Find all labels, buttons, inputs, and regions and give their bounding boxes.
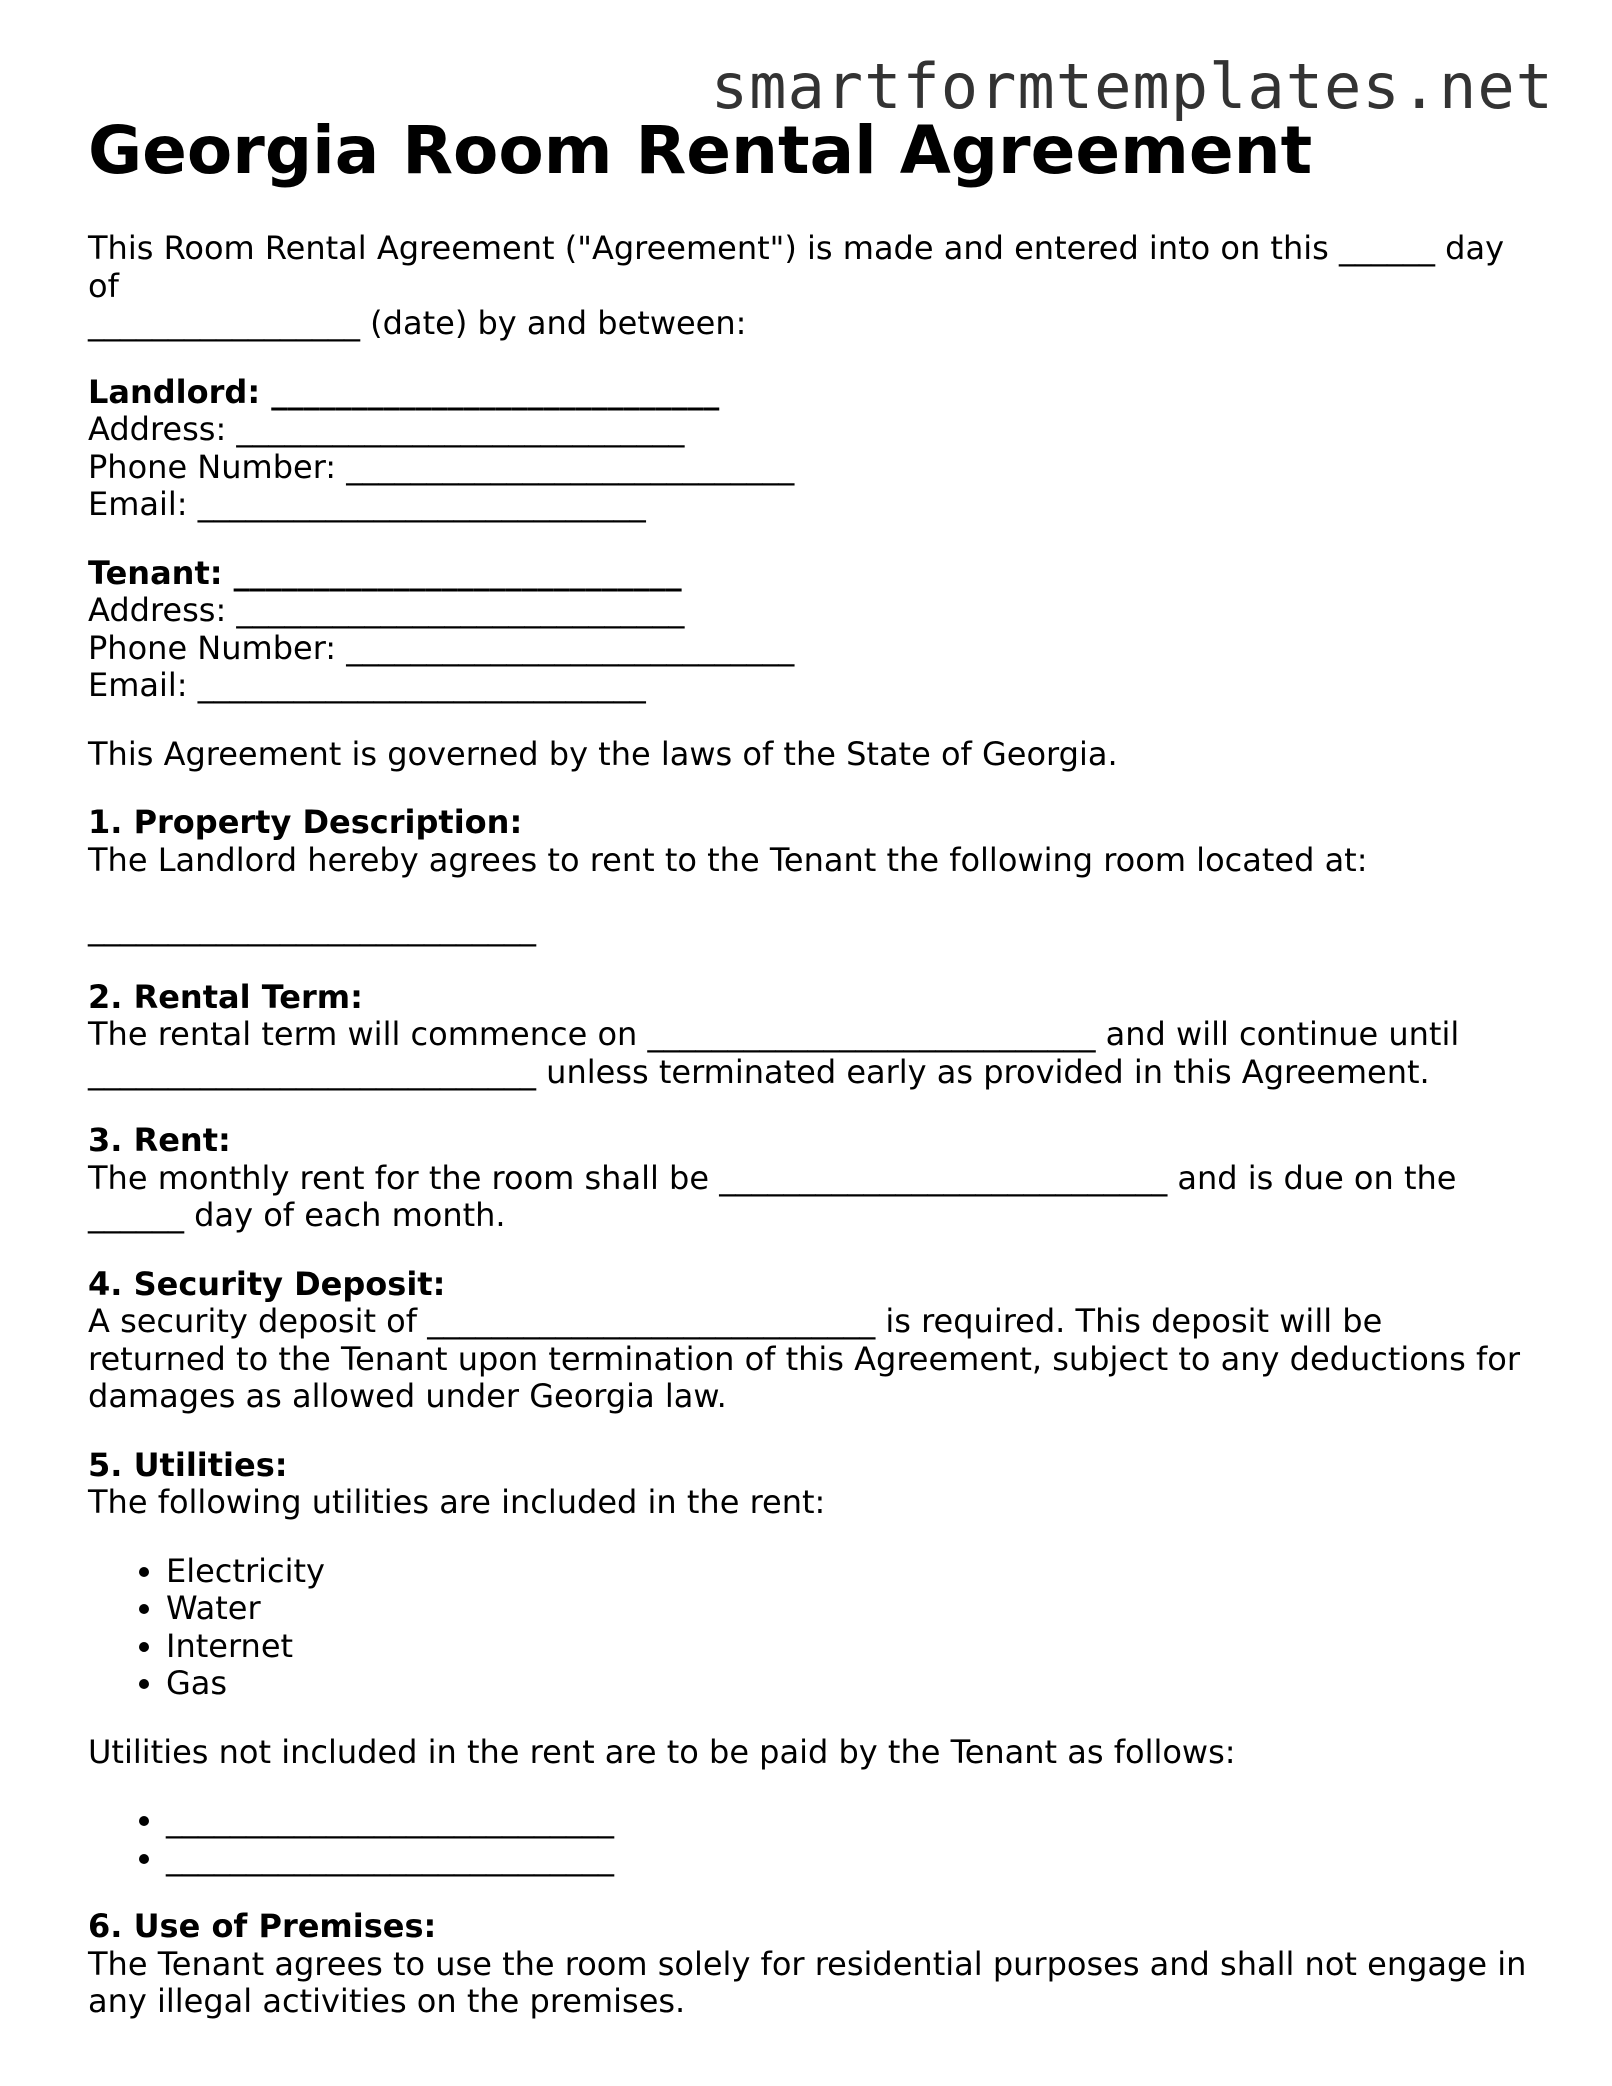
section-heading: 5. Utilities: xyxy=(88,1445,288,1484)
section-heading: 1. Property Description: xyxy=(88,803,523,841)
list-item: • Internet xyxy=(166,1628,1528,1666)
section-text: The Tenant agrees to use the room solely for residential purposes and shall not engage in xyxy=(88,1944,1527,1983)
list-item: • ____________________________ xyxy=(166,1802,1528,1840)
tenant-name-field: Tenant: ____________________________ xyxy=(88,553,682,592)
tenant-email-field: Email: ____________________________ xyxy=(88,666,646,704)
tenant-address-field: Address: ____________________________ xyxy=(88,591,685,629)
document-body xyxy=(88,230,1528,2052)
list-item: • Electricity xyxy=(166,1553,1528,1591)
tenant-block xyxy=(88,555,1528,705)
section-text: The following utilities are included in the rent: xyxy=(88,1483,826,1521)
section-text: A security deposit of ____________________________ is required. This deposit will be xyxy=(88,1302,1383,1340)
property-address-blank: ____________________________ xyxy=(88,909,536,947)
not-included-utilities-list xyxy=(88,1802,1528,1877)
section-text: returned to the Tenant upon termination of this Agreement, subject to any deductions for xyxy=(88,1339,1520,1378)
landlord-name-field: Landlord: ____________________________ xyxy=(88,372,720,411)
section-text: The Landlord hereby agrees to rent to the Tenant the following room located at: xyxy=(88,840,1368,879)
landlord-phone-field: Phone Number: ____________________________ xyxy=(88,447,795,486)
section-text: damages as allowed under Georgia law. xyxy=(88,1377,727,1415)
list-item: • ____________________________ xyxy=(166,1840,1528,1878)
section-use xyxy=(88,1908,1528,2021)
list-item: • Gas xyxy=(166,1665,1528,1703)
section-heading: 3. Rent: xyxy=(88,1121,231,1159)
section-text: The monthly rent for the room shall be ____________________________ and is due on the xyxy=(88,1158,1457,1197)
landlord-email-field: Email: ____________________________ xyxy=(88,485,646,523)
section-heading: 4. Security Deposit: xyxy=(88,1264,446,1303)
section-text: ______ day of each month. xyxy=(88,1196,506,1234)
intro-line-2: _________________ (date) by and between: xyxy=(88,304,747,342)
section-deposit xyxy=(88,1266,1528,1416)
section-text: The rental term will commence on ____________________________ and will continue until xyxy=(88,1015,1460,1053)
included-utilities-list xyxy=(88,1553,1528,1703)
section-text: any illegal activities on the premises. xyxy=(88,1982,686,2020)
tenant-phone-field: Phone Number: ____________________________ xyxy=(88,628,795,667)
section-term xyxy=(88,979,1528,1092)
section-utilities xyxy=(88,1447,1528,1522)
section-text: ____________________________ unless terminated early as provided in this Agreement. xyxy=(88,1052,1430,1091)
intro-paragraph xyxy=(88,230,1528,343)
governing-law: This Agreement is governed by the laws of the State of Georgia. xyxy=(88,734,1118,773)
section-rent xyxy=(88,1122,1528,1235)
section-heading: 2. Rental Term: xyxy=(88,977,363,1016)
not-included-utilities-text: Utilities not included in the rent are to be paid by the Tenant as follows: xyxy=(88,1732,1236,1771)
section-property xyxy=(88,804,1528,879)
landlord-address-field: Address: ____________________________ xyxy=(88,410,685,448)
landlord-block xyxy=(88,374,1528,524)
section-heading: 6. Use of Premises: xyxy=(88,1907,437,1945)
watermark: smartformtemplates.net xyxy=(710,50,1554,123)
document-title: Georgia Room Rental Agreement xyxy=(88,112,1313,189)
list-item: • Water xyxy=(166,1590,1528,1628)
intro-line-1: This Room Rental Agreement ("Agreement") is made and entered into on this ______ day of xyxy=(88,229,1505,305)
